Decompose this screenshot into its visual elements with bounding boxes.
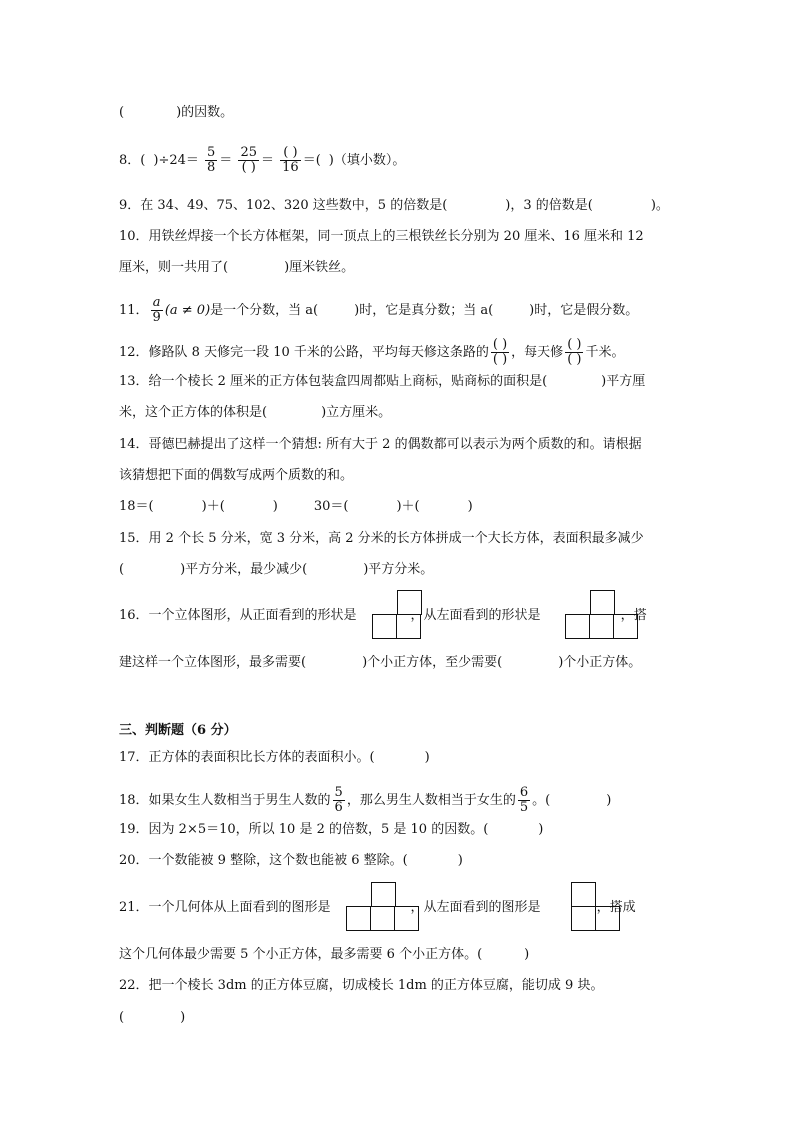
cube-square (370, 906, 395, 931)
q10-line2: 厘米，则一共用了( )厘米铁丝。 (119, 260, 355, 275)
q14-line1: 14．哥德巴赫提出了这样一个猜想: 所有大于 2 的偶数都可以表示为两个质数的和。请根据 (119, 437, 642, 452)
cube-square (397, 590, 422, 615)
fraction-blank-16: $\frac{( )}{16}$ (282, 145, 299, 175)
q11: 11． $\frac{a}{9}$ (a ≠ 0)是一个分数，当 a( )时，它是真分数；当 a( )时，它是假分数。 (119, 295, 639, 325)
cube-square (571, 882, 596, 907)
fraction-6-5: $\frac{6}{5}$ (519, 785, 529, 815)
fraction-a-9: $\frac{a}{9}$ (152, 295, 161, 325)
q10-line1: 10．用铁丝焊接一个长方体框架，同一顶点上的三根铁丝长分别为 20 厘米、16 厘米和 12 (119, 229, 644, 244)
fraction-25-blank: $\frac{25}{( )}$ (240, 145, 257, 175)
q16-line1: 16．一个立体图形，从正面看到的形状是 ，从左面看到的形状是 ，搭 (119, 608, 647, 623)
cube-square (590, 590, 615, 615)
cube-square (589, 614, 614, 639)
q12: 12．修路队 8 天修完一段 10 千米的公路，平均每天修这条路的 $\frac{( )}{( )}$ ，每天修 $\frac{( )}{( )}$ 千米。 (119, 337, 625, 367)
cube-square (346, 906, 371, 931)
q16-line2: 建这样一个立体图形，最多需要( )个小正方体，至少需要( )个小正方体。 (119, 655, 642, 670)
cube-square (595, 906, 620, 931)
q8: 8．( )÷24＝ $\frac{5}{8}$ ＝ $\frac{25}{( )}$ ＝ $\frac{( )}{16}$ ＝( )（填小数）。 (119, 145, 406, 175)
q7-tail: ( )的因数。 (119, 105, 234, 120)
section-title: 三、判断题（6 分） (119, 723, 237, 738)
q14-line2: 该猜想把下面的偶数写成两个质数的和。 (119, 468, 354, 483)
q21-line1: 21．一个几何体从上面看到的图形是 ，从左面看到的图形是 ，搭成 (119, 900, 636, 915)
q22-line2: ( ) (119, 1010, 186, 1025)
cube-square (571, 906, 596, 931)
q22-line1: 22．把一个棱长 3dm 的正方体豆腐，切成棱长 1dm 的正方体豆腐，能切成 9 块。 (119, 978, 604, 993)
q13-line2: 米，这个正方体的体积是( )立方厘米。 (119, 405, 392, 420)
fraction-5-8: $\frac{5}{8}$ (207, 145, 216, 175)
q15-line1: 15．用 2 个长 5 分米，宽 3 分米，高 2 分米的长方体拼成一个大长方体，表面积最多减少 (119, 531, 644, 546)
cube-square (396, 614, 421, 639)
fraction-blank-2: $\frac{( )}{( )}$ (567, 337, 582, 367)
q19: 19．因为 2×5＝10，所以 10 是 2 的倍数，5 是 10 的因数。( ) (119, 822, 544, 837)
cube-square (565, 614, 590, 639)
cube-square (371, 882, 396, 907)
q17: 17．正方体的表面积比长方体的表面积小。( ) (119, 750, 430, 765)
fraction-blank-1: $\frac{( )}{( )}$ (492, 337, 508, 367)
q20: 20．一个数能被 9 整除，这个数也能被 6 整除。( ) (119, 853, 463, 868)
q21-line2: 这个几何体最少需要 5 个小正方体，最多需要 6 个小正方体。( ) (119, 947, 530, 962)
q14-equations: 18＝( )＋( ) 30＝( )＋( ) (119, 499, 473, 514)
q18: 18．如果女生人数相当于男生人数的 $\frac{5}{6}$ ，那么男生人数相当于女生的 $\frac{6}{5}$ 。( ) (119, 785, 612, 815)
q15-line2: ( )平方分米，最少减少( )平方分米。 (119, 562, 434, 577)
cube-square (372, 614, 397, 639)
cube-square (394, 906, 419, 931)
fraction-5-6: $\frac{5}{6}$ (334, 785, 343, 815)
q13-line1: 13．给一个棱长 2 厘米的正方体包装盒四周都贴上商标，贴商标的面积是( )平方厘 (119, 374, 646, 389)
q9: 9．在 34、49、75、102、320 这些数中，5 的倍数是( )，3 的倍数是( )。 (119, 198, 669, 213)
cube-square (613, 614, 638, 639)
